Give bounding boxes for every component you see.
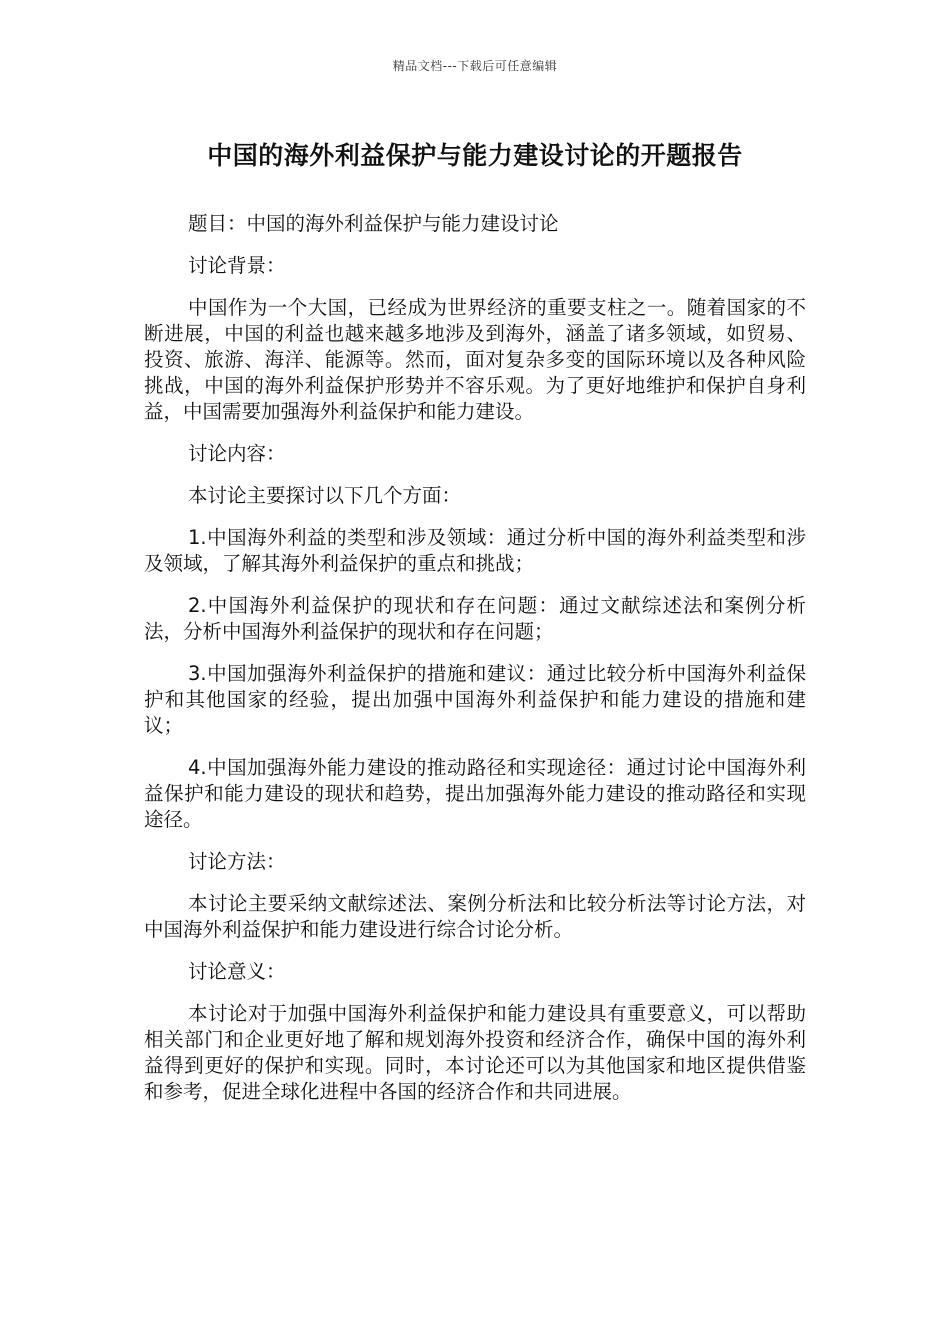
- paragraph-background: 中国作为一个大国，已经成为世界经济的重要支柱之一。随着国家的不断进展，中国的利益也越来越多地涉及到海外，涵盖了诸多领域，如贸易、投资、旅游、海洋、能源等。然而，面对复杂多变的国际环境以及各种风险挑战，中国的海外利益保护形势并不容乐观。为了更好地维护和保护自身利益，中国需要加强海外利益保护和能力建设。: [144, 296, 806, 423]
- list-item-3: 3.中国加强海外利益保护的措施和建议：通过比较分析中国海外利益保护和其他国家的经验，提出加强中国海外利益保护和能力建设的措施和建议；: [144, 662, 806, 737]
- section-heading-background: 讨论背景：: [188, 254, 286, 277]
- list-item-1: 1.中国海外利益的类型和涉及领域：通过分析中国的海外利益类型和涉及领域，了解其海外利益保护的重点和挑战；: [144, 526, 806, 575]
- document-body: [144, 211, 806, 1121]
- list-item-4: 4.中国加强海外能力建设的推动路径和实现途径：通过讨论中国海外利益保护和能力建设的现状和趋势，提出加强海外能力建设的推动路径和实现途径。: [144, 756, 806, 831]
- header-note: 精品文档---下载后可任意编辑: [392, 59, 558, 73]
- paragraph-significance: 本讨论对于加强中国海外利益保护和能力建设具有重要意义，可以帮助相关部门和企业更好地了解和规划海外投资和经济合作，确保中国的海外利益得到更好的保护和实现。同时，本讨论还可以为其他国家和地区提供借鉴和参考，促进全球化进程中各国的经济合作和共同进展。: [144, 1002, 806, 1103]
- section-heading-significance: 讨论意义：: [188, 960, 286, 983]
- document-title: 中国的海外利益保护与能力建设讨论的开题报告: [207, 141, 743, 170]
- topic-line: 题目：中国的海外利益保护与能力建设讨论: [188, 212, 559, 235]
- section-heading-content: 讨论内容：: [188, 442, 286, 465]
- list-item-2: 2.中国海外利益保护的现状和存在问题：通过文献综述法和案例分析法，分析中国海外利益保护的现状和存在问题；: [144, 594, 806, 643]
- section-heading-method: 讨论方法：: [188, 850, 286, 873]
- paragraph-content-intro: 本讨论主要探讨以下几个方面：: [188, 484, 462, 507]
- paragraph-method: 本讨论主要采纳文献综述法、案例分析法和比较分析法等讨论方法，对中国海外利益保护和能力建设进行综合讨论分析。: [144, 892, 806, 941]
